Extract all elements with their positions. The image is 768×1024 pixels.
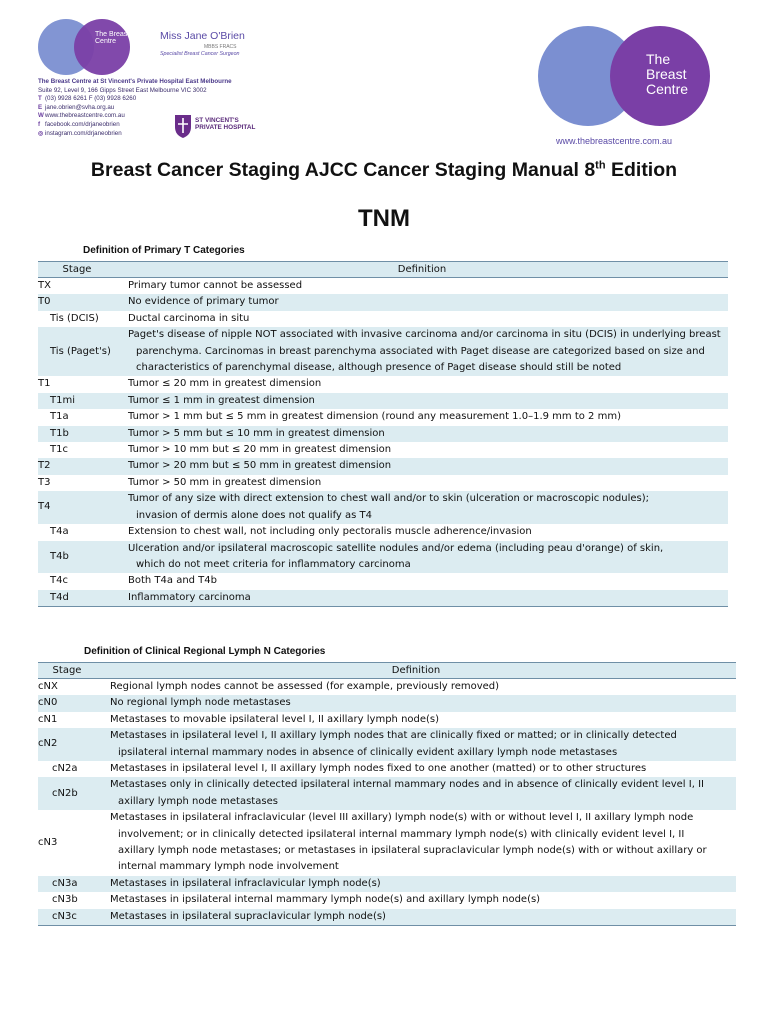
n-stage-cell: cN3b — [52, 894, 78, 906]
t-definition-line: characteristics of parenchymal disease, although presence of Paget disease should still be noted — [136, 362, 622, 374]
t-definition-line: Tumor > 5 mm but ≤ 10 mm in greatest dimension — [128, 427, 385, 439]
t-col-stage: Stage — [38, 262, 116, 278]
n-row — [38, 892, 736, 908]
contact-org: The Breast Centre at St Vincent's Private Hospital East Melbourne — [38, 78, 232, 85]
phone-icon: T — [38, 95, 42, 103]
t-row — [38, 409, 728, 425]
t-definition-line: Both T4a and T4b — [128, 575, 218, 587]
n-definition-line: axillary lymph node metastases; or metastases in ipsilateral supraclavicular lymph node(s) with or without axillary or — [118, 845, 707, 857]
t-row — [38, 278, 728, 295]
t-stage-cell: T4b — [38, 541, 116, 574]
t-definition-cell — [116, 278, 728, 295]
t-stage-cell: TX — [38, 280, 51, 291]
n-row — [38, 679, 736, 696]
n-row — [38, 876, 736, 892]
doctor-block — [160, 30, 260, 57]
t-definition-cell — [116, 573, 728, 589]
t-definition-line: Ulceration and/or ipsilateral macroscopic satellite nodules and/or edema (including peau d'orange) of skin, — [128, 542, 664, 554]
t-stage-cell: T1mi — [38, 393, 116, 409]
t-definition-cell — [116, 590, 728, 607]
t-definition-cell — [116, 524, 728, 540]
t-definition-cell — [116, 442, 728, 458]
contact-instagram[interactable]: instagram.com/drjaneobrien — [45, 129, 122, 137]
t-definition-line: Tumor ≤ 1 mm in greatest dimension — [128, 394, 315, 406]
n-definition-line: Metastases in ipsilateral level I, II axillary lymph nodes fixed to one another (matted) or to other structures — [110, 763, 647, 775]
breast-centre-logo-large — [538, 26, 714, 126]
n-stage-cell: cN3 — [38, 836, 58, 848]
n-row — [38, 695, 736, 711]
t-definition-cell — [116, 311, 728, 327]
n-definition-line: Metastases in ipsilateral infraclavicular (level III axillary) lymph node(s) with or without level I, II axillary lymph node — [110, 812, 694, 824]
t-row — [38, 294, 728, 310]
n-stage-cell: cNX — [38, 681, 58, 692]
t-row — [38, 426, 728, 442]
hospital-name: ST VINCENT'S PRIVATE HOSPITAL — [195, 117, 256, 131]
n-stage-cell: cN3a — [38, 876, 96, 892]
t-definition-line: No evidence of primary tumor — [128, 296, 279, 308]
t-definition-line: invasion of dermis alone does not qualify as T4 — [136, 509, 373, 521]
doctor-credentials: MBBS FRACS — [204, 44, 237, 50]
n-definition-cell — [96, 679, 736, 696]
t-definition-line: Tumor > 50 mm in greatest dimension — [128, 476, 322, 488]
contact-phone-line — [38, 95, 268, 104]
n-definition-line: Metastases in ipsilateral supraclavicular lymph node(s) — [110, 910, 386, 922]
t-stage-cell: T1a — [50, 411, 69, 423]
t-definition-line: Tumor ≤ 20 mm in greatest dimension — [128, 378, 322, 390]
n-col-stage: Stage — [38, 663, 96, 679]
n-definition-line: Metastases only in clinically detected ipsilateral internal mammary nodes and in absence of clinically evident level I, II — [110, 779, 704, 791]
n-definition-cell — [96, 728, 736, 761]
facebook-icon: f — [38, 120, 41, 128]
t-row — [38, 376, 728, 392]
t-stage-cell: T2 — [38, 458, 116, 474]
t-row — [38, 524, 728, 540]
t-definition-line: Tumor > 10 mm but ≤ 20 mm in greatest dimension — [128, 444, 392, 456]
t-definition-line: parenchyma. Carcinomas in breast parenchyma associated with Paget disease are categorized based on size and — [136, 345, 705, 357]
n-row — [38, 761, 736, 777]
big-logo-text: The Breast Centre — [646, 51, 689, 97]
n-definition-cell — [96, 761, 736, 777]
t-definition-line: Ductal carcinoma in situ — [128, 312, 250, 324]
n-definition-cell — [96, 909, 736, 926]
doctor-name: Miss Jane O'Brien — [160, 30, 245, 42]
n-definition-line: Metastases to movable ipsilateral level I, II axillary lymph node(s) — [110, 713, 440, 725]
t-row — [38, 311, 728, 327]
n-table-header — [38, 663, 736, 679]
page-title — [0, 159, 768, 182]
n-definition-cell — [96, 777, 736, 810]
n-definition-line: Regional lymph nodes cannot be assessed (for example, previously removed) — [110, 681, 500, 692]
t-categories-table — [38, 261, 728, 607]
n-stage-cell: cN2b — [38, 777, 96, 810]
title-end: Edition — [605, 159, 678, 181]
t-definition-cell — [116, 475, 728, 491]
t-row — [38, 590, 728, 607]
t-stage-cell: T1b — [38, 426, 116, 442]
t-stage-cell: T1 — [38, 378, 51, 390]
n-definition-line: Metastases in ipsilateral level I, II axillary lymph nodes that are clinically fixed or matted; or in clinically detected — [110, 730, 677, 742]
n-section-title: Definition of Clinical Regional Lymph N Categories — [84, 646, 326, 657]
t-row — [38, 491, 728, 524]
t-definition-line: Inflammatory carcinoma — [128, 591, 251, 603]
n-stage-cell: cN2a — [52, 763, 78, 775]
n-categories-table — [38, 662, 736, 926]
n-definition-line: involvement; or in clinically detected ipsilateral internal mammary lymph node(s) with clinically evident level I, II — [118, 828, 685, 840]
title-main: Breast Cancer Staging AJCC Cancer Staging Manual 8 — [90, 159, 596, 181]
breast-centre-logo-small — [38, 19, 134, 75]
n-definition-cell — [96, 695, 736, 711]
t-row — [38, 458, 728, 474]
n-stage-cell: cN2 — [38, 728, 96, 761]
t-row — [38, 541, 728, 574]
st-vincents-logo — [174, 113, 264, 141]
contact-email-line — [38, 104, 268, 113]
t-stage-cell: T4d — [38, 590, 116, 607]
n-definition-line: No regional lymph node metastases — [110, 697, 291, 709]
t-definition-cell — [116, 541, 728, 574]
t-col-definition: Definition — [116, 262, 728, 278]
t-definition-line: Paget's disease of nipple NOT associated with invasive carcinoma and/or carcinoma in situ (DCIS) in underlying breast — [128, 329, 721, 341]
n-definition-line: Metastases in ipsilateral internal mammary lymph node(s) and axillary lymph node(s) — [110, 894, 541, 906]
n-definition-line: axillary lymph node metastases — [118, 795, 278, 807]
t-definition-cell — [116, 376, 728, 392]
doctor-role: Specialist Breast Cancer Surgeon — [160, 51, 240, 57]
instagram-icon: ◎ — [38, 129, 44, 137]
n-definition-line: internal mammary lymph node involvement — [118, 861, 339, 873]
t-stage-cell: Tis (Paget's) — [38, 327, 116, 376]
n-definition-line: ipsilateral internal mammary nodes in absence of clinically evident axillary lymph node metastases — [118, 746, 618, 758]
t-definition-line: Tumor > 20 mm but ≤ 50 mm in greatest dimension — [128, 460, 392, 472]
t-definition-cell — [116, 458, 728, 474]
t-definition-line: Primary tumor cannot be assessed — [128, 280, 303, 291]
t-stage-cell: T1c — [50, 444, 68, 456]
t-definition-cell — [116, 327, 728, 376]
t-row — [38, 475, 728, 491]
web-icon: W — [38, 112, 44, 120]
contact-address: Suite 92, Level 9, 166 Gipps Street East Melbourne VIC 3002 — [38, 86, 207, 94]
t-definition-cell — [116, 393, 728, 409]
t-stage-cell: Tis (DCIS) — [50, 312, 99, 324]
n-definition-cell — [96, 810, 736, 876]
t-section-title: Definition of Primary T Categories — [83, 245, 245, 256]
n-stage-cell: cN0 — [38, 695, 96, 711]
n-definition-cell — [96, 712, 736, 728]
t-row — [38, 327, 728, 376]
t-row — [38, 442, 728, 458]
contact-email[interactable]: jane.obrien@svha.org.au — [45, 103, 115, 111]
t-definition-cell — [116, 294, 728, 310]
contact-phone: (03) 9928 6261 F (03) 9928 6260 — [45, 95, 137, 103]
email-icon: E — [38, 103, 43, 111]
t-stage-cell: T3 — [38, 476, 51, 488]
t-row — [38, 393, 728, 409]
t-definition-cell — [116, 426, 728, 442]
n-stage-cell: cN1 — [38, 713, 58, 725]
t-definition-cell — [116, 491, 728, 524]
t-row — [38, 573, 728, 589]
n-stage-cell: cN3c — [38, 909, 96, 926]
title-superscript: th — [595, 159, 606, 172]
t-table-header — [38, 262, 728, 278]
small-logo-text: The Breast Centre — [95, 31, 130, 45]
t-definition-line: Tumor > 1 mm but ≤ 5 mm in greatest dimension (round any measurement 1.0–1.9 mm to 2 mm) — [128, 411, 621, 423]
t-stage-cell: T4c — [50, 575, 68, 587]
n-row — [38, 777, 736, 810]
n-row — [38, 810, 736, 876]
contact-web[interactable]: www.thebreastcentre.com.au — [45, 112, 125, 120]
t-definition-line: Tumor of any size with direct extension to chest wall and/or to skin (ulceration or macroscopic nodules); — [128, 493, 649, 505]
crest-icon — [174, 113, 192, 139]
t-definition-cell — [116, 409, 728, 425]
contact-facebook[interactable]: facebook.com/drjaneobrien — [45, 120, 120, 128]
n-row — [38, 712, 736, 728]
n-row — [38, 909, 736, 926]
n-col-definition: Definition — [96, 663, 736, 679]
n-definition-line: Metastases in ipsilateral infraclavicular lymph node(s) — [110, 877, 381, 889]
page-subtitle: TNM — [358, 205, 410, 232]
t-definition-line: which do not meet criteria for inflammatory carcinoma — [136, 558, 411, 570]
n-definition-cell — [96, 876, 736, 892]
n-row — [38, 728, 736, 761]
t-stage-cell: T4a — [50, 526, 69, 538]
t-stage-cell: T4 — [38, 491, 116, 524]
t-definition-line: Extension to chest wall, not including only pectoralis muscle adherence/invasion — [128, 526, 532, 538]
t-stage-cell: T0 — [38, 294, 116, 310]
website-link[interactable]: www.thebreastcentre.com.au — [556, 136, 673, 146]
n-definition-cell — [96, 892, 736, 908]
